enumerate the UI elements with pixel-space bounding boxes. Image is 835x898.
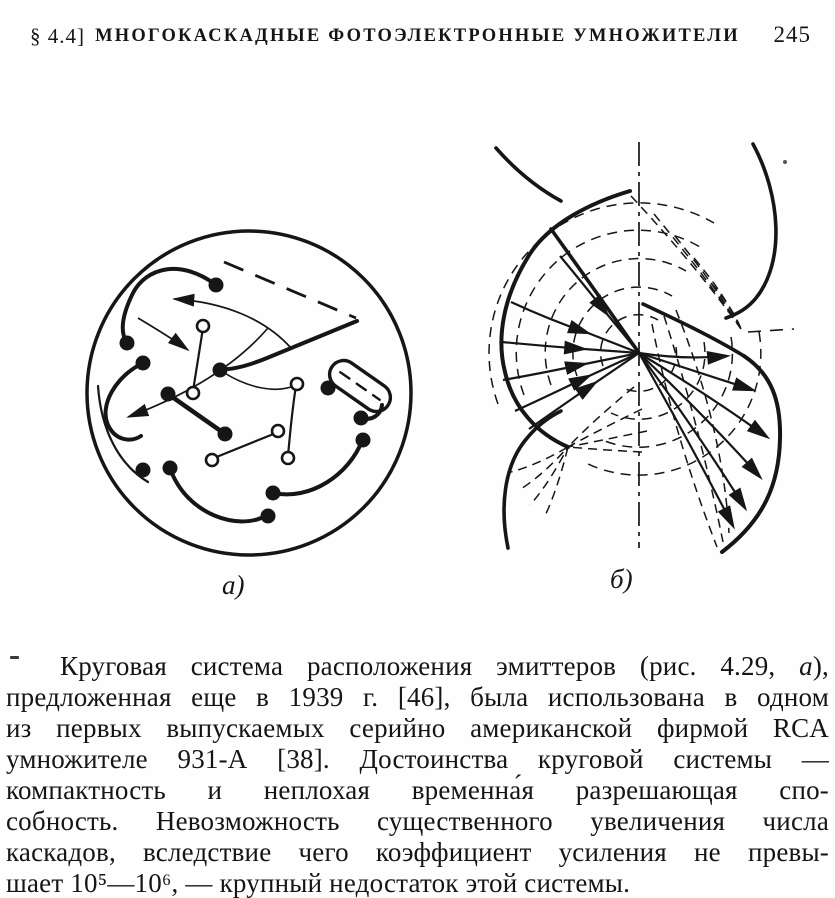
paragraph-line: компактность и неплохая временна́я разрешающая спо-	[6, 775, 829, 805]
paragraph-line: каскадов, вследствие чего коэффициент усиления не превы-	[6, 837, 829, 867]
paragraph-line	[6, 651, 829, 682]
running-title: МНОГОКАСКАДНЫЕ ФОТОЭЛЕКТРОННЫЕ УМНОЖИТЕЛИ	[95, 26, 740, 46]
scan-artifact-dash	[10, 656, 19, 659]
page-number: 245	[773, 22, 811, 47]
figure-a-label: а)	[222, 570, 245, 600]
body-paragraph	[6, 651, 829, 898]
scan-artifact-dot	[783, 160, 787, 164]
dynode-electrodes	[98, 269, 396, 522]
paragraph-line: умножителе 931-А [38]. Достоинства круговой системы —	[6, 744, 829, 774]
figure-b-drawing	[443, 128, 835, 590]
paragraph-line: собность. Невозможность существенного увеличения числа	[6, 806, 829, 836]
section-number: § 4.4]	[30, 24, 85, 48]
paragraph-line: шает 10⁵—10⁶, — крупный недостаток этой системы.	[6, 868, 631, 898]
paragraph-line: предложенная еще в 1939 г. [46], была использована в одном	[6, 682, 829, 712]
paragraph-line: из первых выпускаемых серийно американской фирмой RCA	[6, 713, 829, 743]
dashed-grid-line	[224, 262, 356, 318]
support-rods	[193, 328, 296, 458]
line1-tail: ),	[812, 651, 829, 681]
line1-text: Круговая система расположения эмиттеров (рис. 4.29,	[60, 651, 800, 681]
tube-envelope-circle	[87, 231, 411, 555]
line1-italic-ref: а	[799, 651, 813, 681]
figure-b-label: б)	[610, 564, 633, 594]
figure-a-drawing	[62, 224, 440, 578]
